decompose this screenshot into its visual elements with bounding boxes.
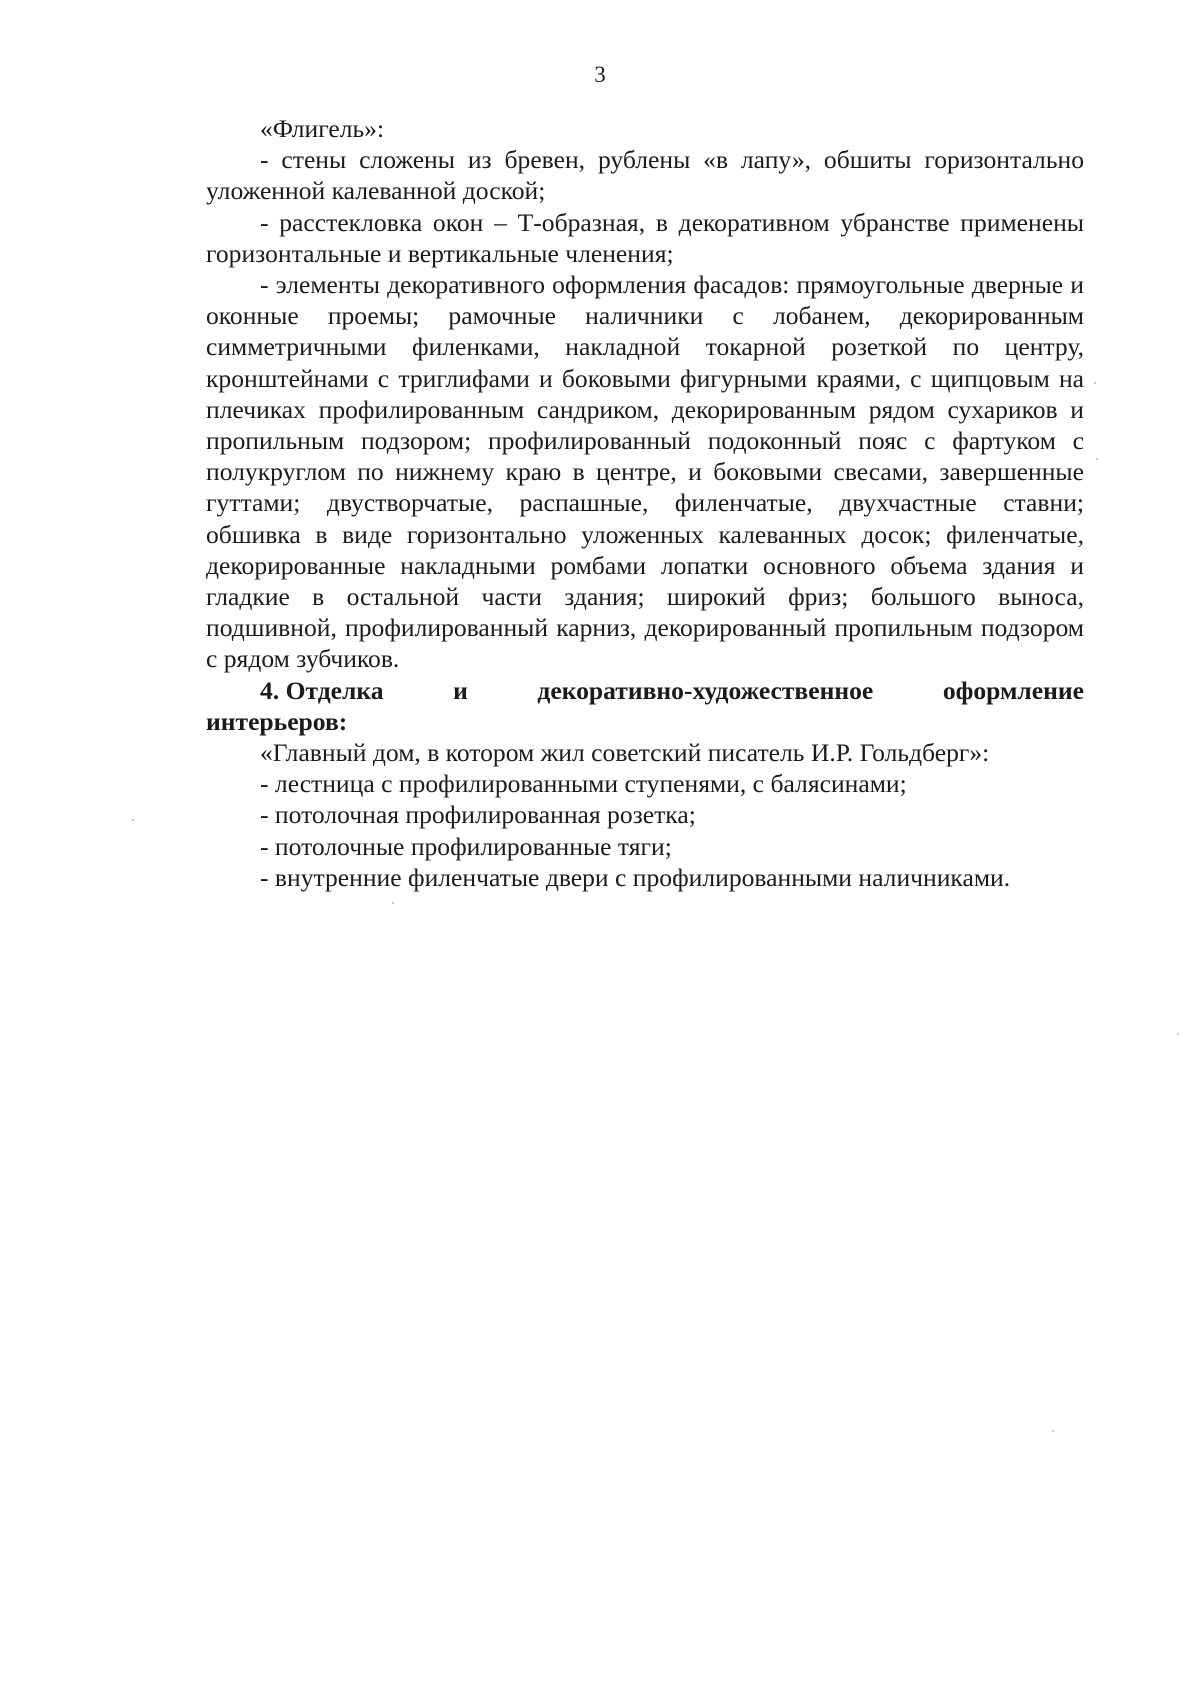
section-heading-line: [206, 675, 1084, 706]
interiors-item: - потолочные профилированные тяги;: [260, 831, 672, 861]
scan-speck: [1177, 1033, 1179, 1035]
scan-speck: [132, 819, 134, 821]
scan-speck: [392, 902, 394, 904]
section-title-outbuilding: «Флигель»:: [260, 114, 385, 143]
scan-speck: [1096, 458, 1098, 460]
outbuilding-item-facade-decor: - элементы декоративного оформления фасадов: прямоугольные дверные и оконные проемы; рамочные наличники с лобанем, декорированным симметричными филенками, накладной токарной розеткой по центру, кронштейнами с триглифами и боковыми фигурными краями, с щипцовым на плечиках профилированным сандриком, декорированным рядом сухариков и пропильным подзором; профилированный подоконный пояс с фартуком с полукруглом по нижнему краю в центре, и боковыми свесами, завершенные гуттами; двустворчатые, распашные, филенчатые, двухчастные ставни; обшивка в виде горизонтально уложенных калеванных досок; филенчатые, декорированные накладными ромбами лопатки основного объема здания и гладкие в остальной части здания; широкий фриз; большого выноса, подшивной, профилированный карниз, декорированный пропильным подзором с рядом зубчиков.: [206, 270, 1084, 674]
interiors-item: - внутренние филенчатые двери с профилированными наличниками.: [260, 862, 1011, 892]
page-number: 3: [594, 62, 606, 87]
section-heading-interiors: [206, 675, 1084, 737]
scan-speck: [1094, 382, 1096, 384]
heading-word: и: [453, 675, 468, 705]
interiors-item: - лестница с профилированными ступенями, с балясинами;: [260, 769, 907, 799]
interiors-subtitle-main-house: «Главный дом, в котором жил советский писатель И.Р. Гольдберг»:: [260, 738, 990, 768]
heading-word: 4. Отделка: [260, 675, 384, 705]
outbuilding-item-glazing: - расстекловка окон – Т-образная, в декоративном убранстве применены горизонтальные и вертикальные членения;: [206, 207, 1084, 268]
document-body: [206, 113, 1084, 893]
scan-speck: [1052, 1430, 1054, 1432]
heading-word: оформление: [942, 675, 1084, 705]
interiors-item: - потолочная профилированная розетка;: [260, 800, 696, 830]
heading-word: интерьеров:: [206, 706, 348, 736]
outbuilding-item-walls: - стены сложены из бревен, рублены «в лапу», обшиты горизонтально уложенной калеванной доской;: [206, 145, 1084, 206]
heading-word: декоративно-художественное: [537, 675, 874, 705]
